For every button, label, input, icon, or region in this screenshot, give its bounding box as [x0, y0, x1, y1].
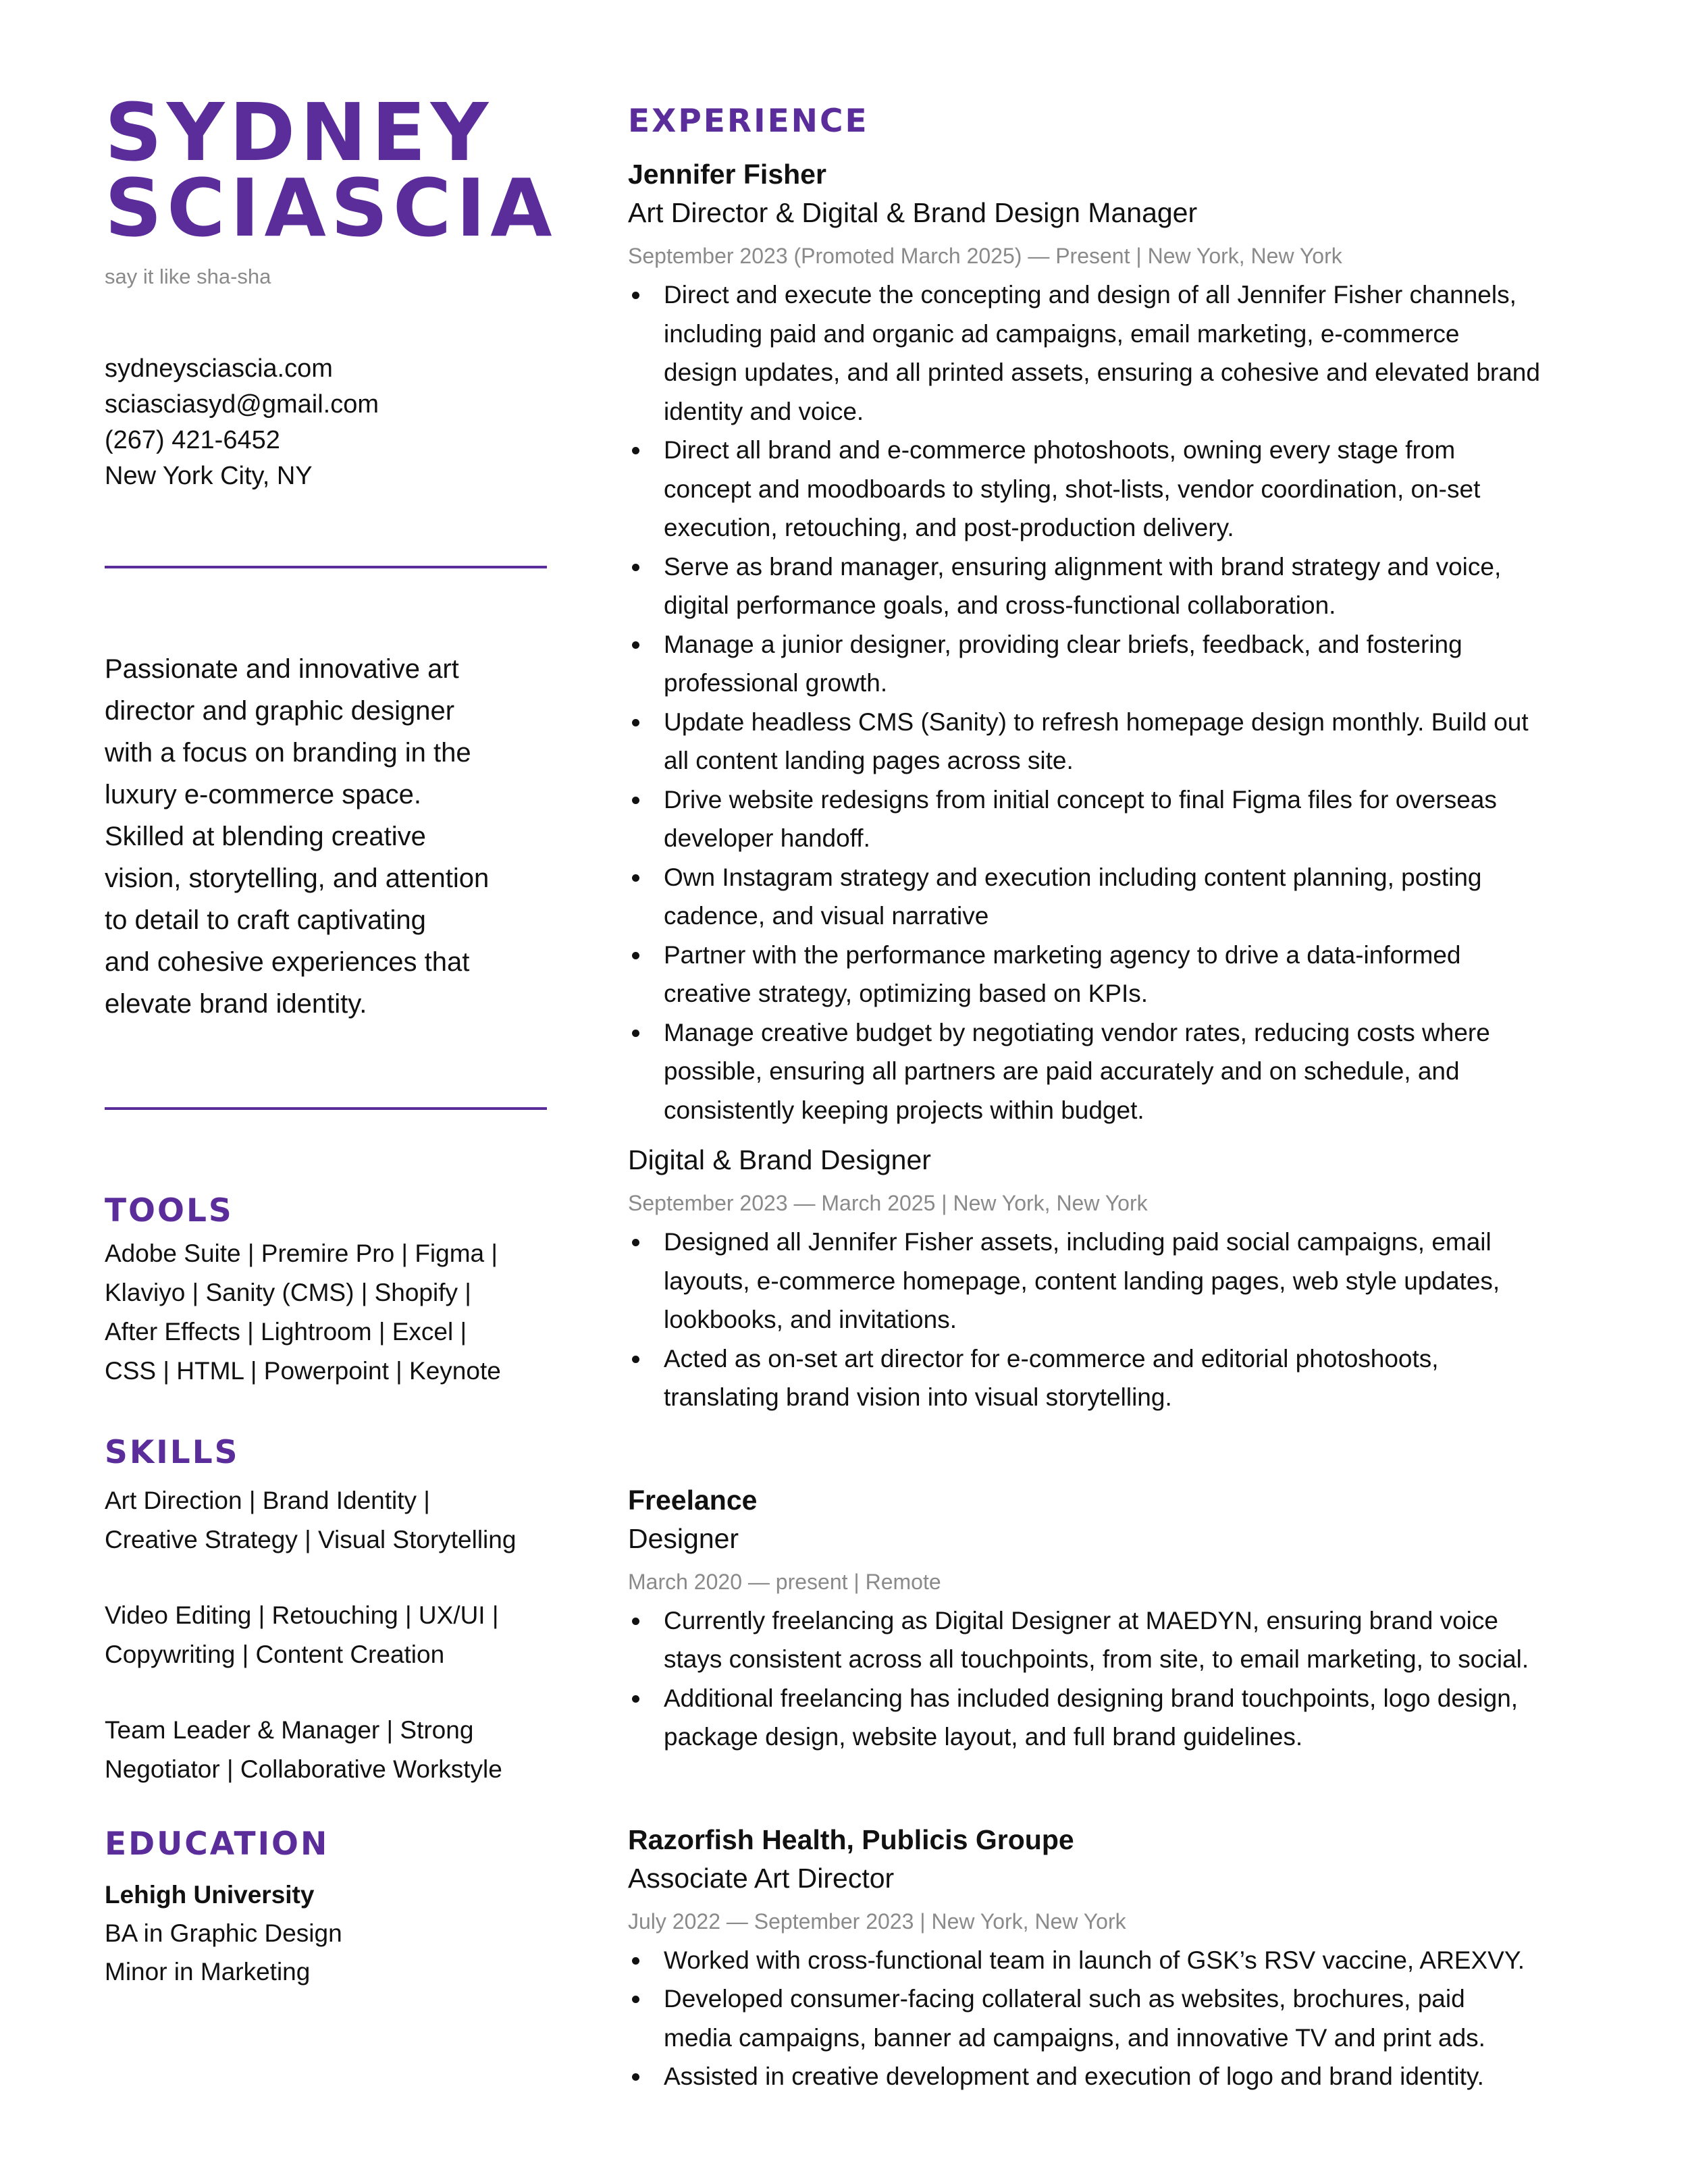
job-dates-location: September 2023 — March 2025 | New York, New York	[628, 1191, 1148, 1215]
divider	[105, 1107, 547, 1110]
bullet-item	[628, 1339, 1600, 1417]
bullet-line: Own Instagram strategy and execution including content planning, posting	[664, 863, 1482, 891]
bullet-item	[628, 703, 1600, 780]
bullet-dot-icon	[632, 1996, 639, 2003]
bullet-line: Acted as on-set art director for e-commerce and editorial photoshoots,	[664, 1344, 1439, 1373]
bullet-item	[628, 1679, 1600, 1757]
job-company: Razorfish Health, Publicis Groupe	[628, 1823, 1074, 1855]
bullet-dot-icon	[632, 564, 639, 571]
job-entry	[628, 1481, 1600, 1757]
skill-line: Art Direction | Brand Identity |	[105, 1487, 430, 1514]
job-company: Jennifer Fisher	[628, 159, 826, 190]
bullet-item	[628, 780, 1600, 858]
bullet-line: concept and moodboards to styling, shot-lists, vendor coordination, on-set	[664, 475, 1481, 503]
bullet-line: Serve as brand manager, ensuring alignment with brand strategy and voice,	[664, 552, 1502, 581]
job-title: Associate Art Director	[628, 1862, 895, 1894]
education-degree: BA in Graphic Design	[105, 1919, 342, 1947]
bullet-line: lookbooks, and invitations.	[664, 1306, 957, 1333]
bullet-item	[628, 1979, 1600, 2057]
bullet-line: Manage creative budget by negotiating vendor rates, reducing costs where	[664, 1018, 1490, 1046]
bullet-item	[628, 625, 1600, 703]
bullet-line: package design, website layout, and full brand guidelines.	[664, 1723, 1303, 1751]
bullet-item	[628, 431, 1600, 548]
contact-email[interactable]: sciasciasyd@gmail.com	[105, 390, 379, 419]
contact-phone: (267) 421-6452	[105, 426, 280, 454]
job-title: Designer	[628, 1522, 739, 1554]
bullet-item	[628, 858, 1600, 936]
bullet-line: creative strategy, optimizing based on KPIs.	[664, 980, 1149, 1007]
education-heading: EDUCATION	[105, 1826, 329, 1863]
tools-heading: TOOLS	[105, 1192, 234, 1229]
right-column	[628, 103, 1600, 2096]
contact-website[interactable]: sydneysciascia.com	[105, 354, 333, 383]
bullet-dot-icon	[632, 641, 639, 649]
bullet-item	[628, 548, 1600, 625]
divider	[105, 566, 547, 568]
bullet-dot-icon	[632, 1030, 639, 1037]
summary-line: vision, storytelling, and attention	[105, 863, 490, 893]
bullet-line: Additional freelancing has included designing brand touchpoints, logo design,	[664, 1684, 1519, 1712]
bullet-dot-icon	[632, 719, 639, 726]
contact-location: New York City, NY	[105, 462, 313, 490]
job-bullets	[628, 1601, 1600, 1757]
bullet-line: Designed all Jennifer Fisher assets, including paid social campaigns, email	[664, 1228, 1492, 1256]
summary-line: Skilled at blending creative	[105, 822, 426, 851]
experience-list	[628, 155, 1600, 2096]
bullet-item	[628, 1941, 1600, 1980]
bullet-line: identity and voice.	[664, 397, 864, 425]
bullet-line: translating brand vision into visual storytelling.	[664, 1383, 1172, 1411]
summary-line: with a focus on branding in the	[105, 738, 471, 768]
bullet-dot-icon	[632, 1618, 639, 1625]
skill-line: Creative Strategy | Visual Storytelling	[105, 1526, 517, 1553]
summary	[105, 648, 550, 1025]
skill-line: Video Editing | Retouching | UX/UI |	[105, 1601, 499, 1629]
bullet-line: Partner with the performance marketing agency to drive a data-informed	[664, 940, 1461, 969]
job-bullets	[628, 275, 1600, 1129]
skills-heading: SKILLS	[105, 1434, 240, 1471]
left-column	[105, 86, 557, 1991]
bullet-line: possible, ensuring all partners are paid accurately and on schedule, and	[664, 1057, 1460, 1085]
bullet-line: Currently freelancing as Digital Designer at MAEDYN, ensuring brand voice	[664, 1606, 1498, 1634]
bullet-item	[628, 1601, 1600, 1679]
bullet-dot-icon	[632, 2073, 639, 2081]
bullet-line: digital performance goals, and cross-functional collaboration.	[664, 591, 1336, 619]
candidate-name	[105, 86, 557, 255]
bullet-line: all content landing pages across site.	[664, 747, 1074, 774]
tools-line: Klaviyo | Sanity (CMS) | Shopify |	[105, 1279, 471, 1306]
skill-line: Negotiator | Collaborative Workstyle	[105, 1755, 502, 1783]
job-entry	[628, 1821, 1600, 2096]
bullet-line: stays consistent across all touchpoints, from site, to email marketing, to social.	[664, 1645, 1529, 1673]
education-block	[105, 1875, 550, 1991]
bullet-dot-icon	[632, 874, 639, 882]
bullet-line: developer handoff.	[664, 824, 870, 852]
bullet-line: professional growth.	[664, 669, 888, 697]
bullet-line: including paid and organic ad campaigns, email marketing, e-commerce	[664, 319, 1460, 348]
bullet-item	[628, 2057, 1600, 2096]
bullet-line: Developed consumer-facing collateral such as websites, brochures, paid	[664, 1985, 1465, 2013]
job-dates-location: March 2020 — present | Remote	[628, 1569, 941, 1594]
bullet-line: execution, retouching, and post-production delivery.	[664, 514, 1234, 541]
first-name: SYDNEY	[105, 86, 494, 179]
job-dates-location: September 2023 (Promoted March 2025) — Present | New York, New York	[628, 244, 1342, 268]
summary-line: elevate brand identity.	[105, 989, 367, 1019]
skills-list	[105, 1481, 550, 1789]
job-entry	[628, 155, 1600, 1417]
summary-line: to detail to craft captivating	[105, 905, 426, 935]
summary-line: Passionate and innovative art	[105, 654, 459, 684]
bullet-item	[628, 275, 1600, 431]
job-spacer	[628, 1417, 1600, 1481]
contact-block	[105, 351, 550, 494]
skill-line: Copywriting | Content Creation	[105, 1641, 445, 1668]
tools-line: After Effects | Lightroom | Excel |	[105, 1318, 467, 1346]
bullet-line: consistently keeping projects within budget.	[664, 1096, 1144, 1124]
bullet-line: Update headless CMS (Sanity) to refresh homepage design monthly. Build out	[664, 708, 1529, 736]
tools-list	[105, 1234, 550, 1391]
bullet-dot-icon	[632, 952, 639, 959]
bullet-line: Drive website redesigns from initial concept to final Figma files for overseas	[664, 785, 1497, 814]
skill-line: Team Leader & Manager | Strong	[105, 1716, 474, 1744]
bullet-dot-icon	[632, 1957, 639, 1965]
bullet-item	[628, 1223, 1600, 1339]
bullet-line: layouts, e-commerce homepage, content landing pages, web style updates,	[664, 1267, 1500, 1295]
bullet-line: Assisted in creative development and execution of logo and brand identity.	[664, 2062, 1484, 2090]
job-title: Art Director & Digital & Brand Design Manager	[628, 197, 1198, 228]
bullet-line: cadence, and visual narrative	[664, 902, 989, 930]
bullet-line: Manage a junior designer, providing clear briefs, feedback, and fostering	[664, 630, 1462, 658]
job-bullets	[628, 1941, 1600, 2096]
job-company: Freelance	[628, 1484, 758, 1516]
bullet-dot-icon	[632, 447, 639, 454]
job-dates-location: July 2022 — September 2023 | New York, New York	[628, 1909, 1126, 1934]
bullet-line: design updates, and all printed assets, ensuring a cohesive and elevated brand	[664, 358, 1540, 386]
bullet-item	[628, 1013, 1600, 1130]
bullet-dot-icon	[632, 1239, 639, 1246]
skill-group	[105, 1711, 550, 1789]
name-pronunciation: say it like sha-sha	[105, 265, 271, 288]
skill-group	[105, 1481, 550, 1560]
education-school: Lehigh University	[105, 1881, 315, 1909]
tools-line: Adobe Suite | Premire Pro | Figma |	[105, 1240, 498, 1267]
bullet-dot-icon	[632, 292, 639, 299]
last-name: SCIASCIA	[105, 161, 557, 255]
summary-line: luxury e-commerce space.	[105, 780, 422, 809]
bullet-line: Worked with cross-functional team in launch of GSK’s RSV vaccine, AREXVY.	[664, 1946, 1525, 1974]
bullet-line: media campaigns, banner ad campaigns, and innovative TV and print ads.	[664, 2023, 1485, 2052]
bullet-dot-icon	[632, 797, 639, 804]
job-spacer	[628, 1757, 1600, 1821]
bullet-line: Direct and execute the concepting and design of all Jennifer Fisher channels,	[664, 281, 1516, 309]
summary-line: director and graphic designer	[105, 696, 455, 726]
bullet-dot-icon	[632, 1356, 639, 1363]
job-title: Digital & Brand Designer	[628, 1144, 931, 1175]
bullet-dot-icon	[632, 1695, 639, 1703]
education-minor: Minor in Marketing	[105, 1958, 311, 1986]
bullet-line: Direct all brand and e-commerce photoshoots, owning every stage from	[664, 436, 1456, 464]
skill-group	[105, 1596, 550, 1674]
bullet-item	[628, 936, 1600, 1013]
job-bullets	[628, 1223, 1600, 1417]
summary-line: and cohesive experiences that	[105, 947, 470, 977]
tools-line: CSS | HTML | Powerpoint | Keynote	[105, 1357, 501, 1385]
experience-heading: EXPERIENCE	[628, 103, 869, 140]
